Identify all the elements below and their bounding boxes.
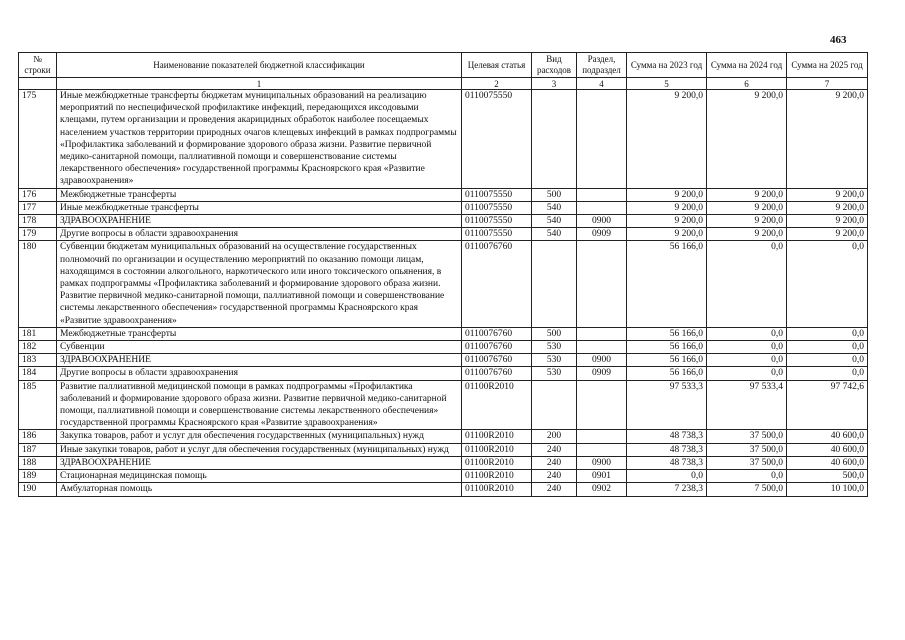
table-row bbox=[19, 354, 868, 367]
indicator-name-cell: Иные межбюджетные трансферты бюджетам муниципальных образований на реализацию мероприятий по неспецифической профилактике инфекций, передающихся иксодовыми клещами, путем организации и проведения акарицидных обработок наиболее посещаемых населением участков территории природных очагов клещевых инфекций в рамках подпрограммы «Профилактика заболеваний и формирование здорового образа жизни. Развитие первичной медико-санитарной помощи, паллиативной помощи и совершенствование системы лекарственного обеспечения» государственной программы Красноярского края «Развитие здравоохранения» bbox=[57, 90, 462, 189]
amount-2023-cell: 56 166,0 bbox=[627, 341, 707, 354]
amount-2023-cell: 48 738,3 bbox=[627, 430, 707, 443]
section-cell bbox=[577, 241, 627, 327]
indicator-name-cell: ЗДРАВООХРАНЕНИЕ bbox=[57, 215, 462, 228]
row-number-cell: 175 bbox=[19, 90, 57, 189]
expense-type-cell bbox=[532, 90, 577, 189]
amount-2023-cell: 7 238,3 bbox=[627, 483, 707, 496]
section-cell: 0900 bbox=[577, 215, 627, 228]
section-cell: 0909 bbox=[577, 367, 627, 380]
column-number: 6 bbox=[707, 78, 787, 90]
amount-2024-cell: 9 200,0 bbox=[707, 188, 787, 201]
indicator-name-cell: Другие вопросы в области здравоохранения bbox=[57, 367, 462, 380]
amount-2025-cell: 0,0 bbox=[787, 341, 868, 354]
indicator-name-cell: ЗДРАВООХРАНЕНИЕ bbox=[57, 456, 462, 469]
amount-2025-cell: 0,0 bbox=[787, 327, 868, 340]
row-number-cell: 190 bbox=[19, 483, 57, 496]
amount-2024-cell: 0,0 bbox=[707, 341, 787, 354]
amount-2025-cell: 10 100,0 bbox=[787, 483, 868, 496]
amount-2025-cell: 97 742,6 bbox=[787, 380, 868, 430]
section-cell: 0902 bbox=[577, 483, 627, 496]
indicator-name-cell: Иные межбюджетные трансферты bbox=[57, 201, 462, 214]
section-cell: 0900 bbox=[577, 354, 627, 367]
expense-type-cell: 200 bbox=[532, 430, 577, 443]
expense-type-cell: 240 bbox=[532, 456, 577, 469]
amount-2023-cell: 56 166,0 bbox=[627, 354, 707, 367]
amount-2024-cell: 0,0 bbox=[707, 470, 787, 483]
column-number: 7 bbox=[787, 78, 868, 90]
target-article-cell: 0110075550 bbox=[462, 188, 532, 201]
target-article-cell: 01100R2010 bbox=[462, 380, 532, 430]
row-number-cell: 177 bbox=[19, 201, 57, 214]
amount-2023-cell: 56 166,0 bbox=[627, 241, 707, 327]
section-cell: 0909 bbox=[577, 228, 627, 241]
indicator-name-cell: Амбулаторная помощь bbox=[57, 483, 462, 496]
indicator-name-cell: Закупка товаров, работ и услуг для обеспечения государственных (муниципальных) нужд bbox=[57, 430, 462, 443]
expense-type-cell: 540 bbox=[532, 215, 577, 228]
expense-type-cell: 540 bbox=[532, 228, 577, 241]
amount-2024-cell: 9 200,0 bbox=[707, 228, 787, 241]
target-article-cell: 01100R2010 bbox=[462, 456, 532, 469]
amount-2023-cell: 97 533,3 bbox=[627, 380, 707, 430]
amount-2023-cell: 0,0 bbox=[627, 470, 707, 483]
amount-2024-cell: 0,0 bbox=[707, 241, 787, 327]
amount-2023-cell: 48 738,3 bbox=[627, 456, 707, 469]
expense-type-cell: 240 bbox=[532, 470, 577, 483]
amount-2025-cell: 40 600,0 bbox=[787, 456, 868, 469]
amount-2024-cell: 7 500,0 bbox=[707, 483, 787, 496]
amount-2024-cell: 9 200,0 bbox=[707, 215, 787, 228]
table-row bbox=[19, 327, 868, 340]
table-header bbox=[19, 53, 868, 90]
row-number-cell: 186 bbox=[19, 430, 57, 443]
target-article-cell: 0110075550 bbox=[462, 215, 532, 228]
amount-2024-cell: 0,0 bbox=[707, 367, 787, 380]
target-article-cell: 01100R2010 bbox=[462, 483, 532, 496]
expense-type-cell: 540 bbox=[532, 201, 577, 214]
table-row bbox=[19, 380, 868, 430]
expense-type-cell: 240 bbox=[532, 443, 577, 456]
row-number-cell: 178 bbox=[19, 215, 57, 228]
amount-2023-cell: 56 166,0 bbox=[627, 327, 707, 340]
row-number-cell: 188 bbox=[19, 456, 57, 469]
amount-2023-cell: 56 166,0 bbox=[627, 367, 707, 380]
budget-table bbox=[18, 52, 868, 497]
table-row bbox=[19, 470, 868, 483]
amount-2025-cell: 500,0 bbox=[787, 470, 868, 483]
section-cell bbox=[577, 201, 627, 214]
amount-2025-cell: 9 200,0 bbox=[787, 228, 868, 241]
target-article-cell: 0110076760 bbox=[462, 354, 532, 367]
amount-2025-cell: 40 600,0 bbox=[787, 443, 868, 456]
amount-2025-cell: 0,0 bbox=[787, 241, 868, 327]
table-row bbox=[19, 201, 868, 214]
amount-2024-cell: 0,0 bbox=[707, 354, 787, 367]
amount-2023-cell: 9 200,0 bbox=[627, 201, 707, 214]
section-cell: 0900 bbox=[577, 456, 627, 469]
amount-2025-cell: 9 200,0 bbox=[787, 188, 868, 201]
target-article-cell: 0110075550 bbox=[462, 228, 532, 241]
table-row bbox=[19, 456, 868, 469]
indicator-name-cell: Иные закупки товаров, работ и услуг для обеспечения государственных (муниципальных) нужд bbox=[57, 443, 462, 456]
amount-2025-cell: 9 200,0 bbox=[787, 90, 868, 189]
column-header: Сумма на 2024 год bbox=[707, 53, 787, 78]
target-article-cell: 0110075550 bbox=[462, 201, 532, 214]
table-row bbox=[19, 188, 868, 201]
column-header: Наименование показателей бюджетной классификации bbox=[57, 53, 462, 78]
table-body bbox=[19, 90, 868, 497]
table-row bbox=[19, 443, 868, 456]
expense-type-cell bbox=[532, 241, 577, 327]
section-cell bbox=[577, 327, 627, 340]
row-number-cell: 183 bbox=[19, 354, 57, 367]
column-header: № строки bbox=[19, 53, 57, 78]
amount-2023-cell: 9 200,0 bbox=[627, 228, 707, 241]
amount-2025-cell: 0,0 bbox=[787, 367, 868, 380]
row-number-cell: 176 bbox=[19, 188, 57, 201]
section-cell bbox=[577, 443, 627, 456]
indicator-name-cell: Субвенции bbox=[57, 341, 462, 354]
amount-2024-cell: 0,0 bbox=[707, 327, 787, 340]
amount-2023-cell: 9 200,0 bbox=[627, 215, 707, 228]
column-number: 4 bbox=[577, 78, 627, 90]
section-cell bbox=[577, 341, 627, 354]
target-article-cell: 0110076760 bbox=[462, 327, 532, 340]
target-article-cell: 01100R2010 bbox=[462, 470, 532, 483]
amount-2024-cell: 37 500,0 bbox=[707, 443, 787, 456]
column-header: Раздел, подраздел bbox=[577, 53, 627, 78]
table-row bbox=[19, 367, 868, 380]
amount-2024-cell: 9 200,0 bbox=[707, 201, 787, 214]
column-number: 1 bbox=[57, 78, 462, 90]
expense-type-cell: 500 bbox=[532, 188, 577, 201]
indicator-name-cell: Развитие паллиативной медицинской помощи в рамках подпрограммы «Профилактика заболеваний и формирование здорового образа жизни. Развитие первичной медико-санитарной помощи, паллиативной помощи и совершенствование системы лекарственного обеспечения» государственной программы Красноярского края «Развитие здравоохранения» bbox=[57, 380, 462, 430]
amount-2024-cell: 97 533,4 bbox=[707, 380, 787, 430]
column-header: Вид расходов bbox=[532, 53, 577, 78]
table-row bbox=[19, 215, 868, 228]
column-header: Сумма на 2025 год bbox=[787, 53, 868, 78]
section-cell bbox=[577, 380, 627, 430]
amount-2023-cell: 48 738,3 bbox=[627, 443, 707, 456]
amount-2024-cell: 37 500,0 bbox=[707, 456, 787, 469]
column-number: 2 bbox=[462, 78, 532, 90]
amount-2025-cell: 9 200,0 bbox=[787, 215, 868, 228]
indicator-name-cell: ЗДРАВООХРАНЕНИЕ bbox=[57, 354, 462, 367]
target-article-cell: 0110075550 bbox=[462, 90, 532, 189]
indicator-name-cell: Межбюджетные трансферты bbox=[57, 188, 462, 201]
expense-type-cell: 240 bbox=[532, 483, 577, 496]
amount-2023-cell: 9 200,0 bbox=[627, 188, 707, 201]
table-row bbox=[19, 241, 868, 327]
row-number-cell: 185 bbox=[19, 380, 57, 430]
section-cell bbox=[577, 90, 627, 189]
table-row bbox=[19, 90, 868, 189]
section-cell: 0901 bbox=[577, 470, 627, 483]
indicator-name-cell: Стационарная медицинская помощь bbox=[57, 470, 462, 483]
section-cell bbox=[577, 430, 627, 443]
target-article-cell: 0110076760 bbox=[462, 341, 532, 354]
row-number-cell: 184 bbox=[19, 367, 57, 380]
table-row bbox=[19, 228, 868, 241]
target-article-cell: 01100R2010 bbox=[462, 443, 532, 456]
expense-type-cell: 530 bbox=[532, 341, 577, 354]
expense-type-cell: 530 bbox=[532, 367, 577, 380]
target-article-cell: 0110076760 bbox=[462, 367, 532, 380]
row-number-cell: 187 bbox=[19, 443, 57, 456]
expense-type-cell bbox=[532, 380, 577, 430]
expense-type-cell: 530 bbox=[532, 354, 577, 367]
target-article-cell: 01100R2010 bbox=[462, 430, 532, 443]
target-article-cell: 0110076760 bbox=[462, 241, 532, 327]
indicator-name-cell: Субвенции бюджетам муниципальных образований на осуществление государственных полномочий по организации и осуществлению мероприятий по оказанию помощи лицам, находящимся в состоянии алкогольного, наркотического или иного токсического опьянения, в рамках подпрограммы «Профилактика заболеваний и формирование здорового образа жизни. Развитие первичной медико-санитарной помощи, паллиативной помощи и совершенствование системы лекарственного обеспечения» государственной программы Красноярского края «Развитие здравоохранения» bbox=[57, 241, 462, 327]
amount-2025-cell: 9 200,0 bbox=[787, 201, 868, 214]
section-cell bbox=[577, 188, 627, 201]
expense-type-cell: 500 bbox=[532, 327, 577, 340]
amount-2025-cell: 0,0 bbox=[787, 354, 868, 367]
row-number-cell: 179 bbox=[19, 228, 57, 241]
row-number-cell: 181 bbox=[19, 327, 57, 340]
row-number-cell: 182 bbox=[19, 341, 57, 354]
amount-2024-cell: 37 500,0 bbox=[707, 430, 787, 443]
table-row bbox=[19, 430, 868, 443]
column-header: Сумма на 2023 год bbox=[627, 53, 707, 78]
row-number-cell: 180 bbox=[19, 241, 57, 327]
column-header: Целевая статья bbox=[462, 53, 532, 78]
table-row bbox=[19, 341, 868, 354]
amount-2025-cell: 40 600,0 bbox=[787, 430, 868, 443]
amount-2023-cell: 9 200,0 bbox=[627, 90, 707, 189]
page-number: 463 bbox=[830, 34, 847, 46]
column-number: 5 bbox=[627, 78, 707, 90]
amount-2024-cell: 9 200,0 bbox=[707, 90, 787, 189]
row-number-cell: 189 bbox=[19, 470, 57, 483]
indicator-name-cell: Другие вопросы в области здравоохранения bbox=[57, 228, 462, 241]
table-row bbox=[19, 483, 868, 496]
column-number bbox=[19, 78, 57, 90]
indicator-name-cell: Межбюджетные трансферты bbox=[57, 327, 462, 340]
column-number: 3 bbox=[532, 78, 577, 90]
